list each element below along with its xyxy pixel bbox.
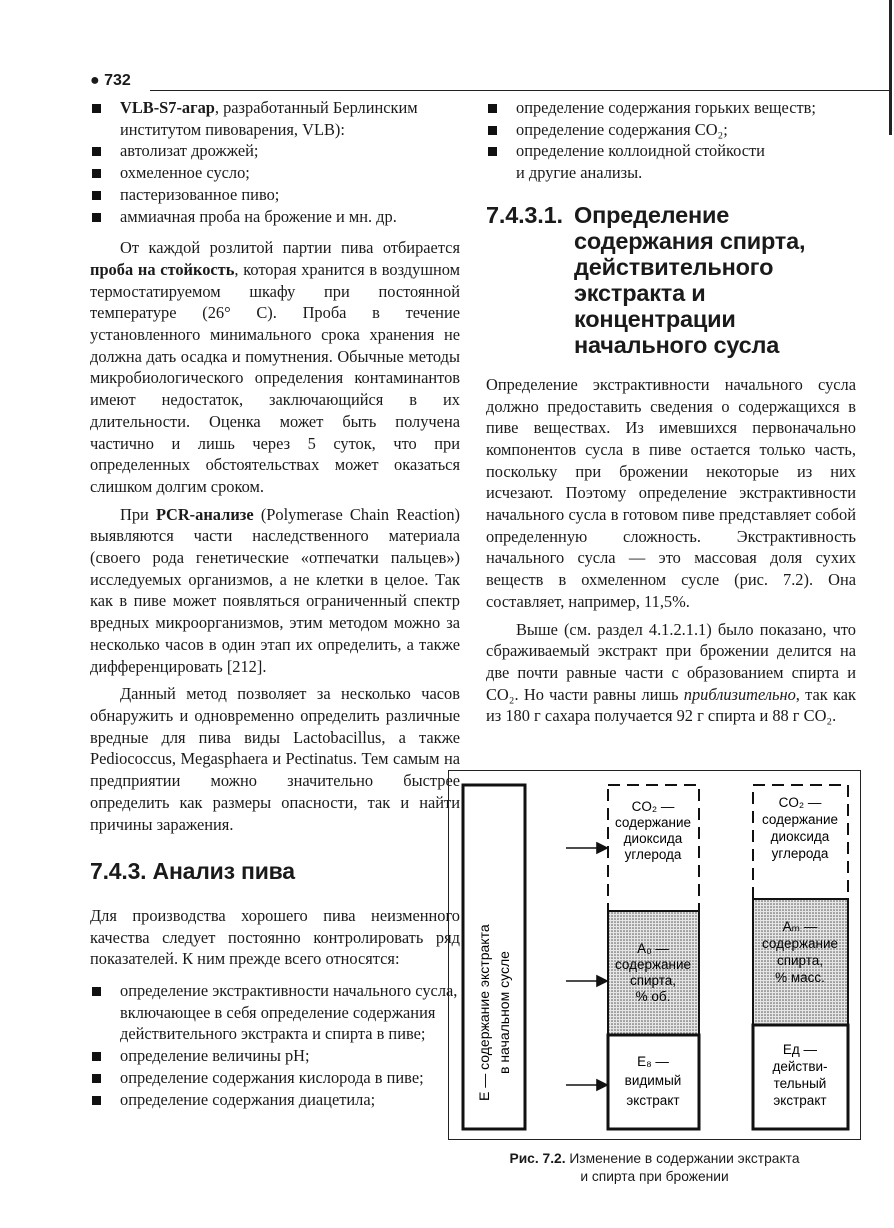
apparent-extract-label: видимый [624, 1073, 682, 1088]
list-item: определение содержания кислорода в пиве; [90, 1067, 460, 1089]
list-item: определение коллоидной стойкости [486, 140, 856, 162]
left-column [90, 97, 460, 1110]
subsection-title: Определение содержания спирта, действительного экстракта и концентрации начального сусла [574, 201, 806, 358]
alcohol-label-1: % об. [635, 989, 671, 1004]
list-item: определение содержания горьких веществ; [486, 97, 856, 119]
alcohol-label-2: содержание [761, 936, 839, 951]
paragraph-pcr: При PCR-анализе (Polymerase Chain Reaction) выявляются части наследственного материала (своего рода генетические «отпечатки пальцев») исследуемых организмов, а не клетки в целое. Так как в пиве может появляться ограниченный спектр вредных микроорганизмов, этим методом можно за несколько часов в один этап их определить, а также дифференцировать [212]. [90, 504, 460, 676]
arrow-icon [566, 843, 607, 1090]
list-continuation: и другие анализы. [516, 163, 643, 183]
bullet-list-media [90, 97, 460, 227]
figure-diagram [449, 771, 862, 1141]
caption-text: Изменение в содержании экстракта [569, 1151, 800, 1166]
list-item: определение величины pH; [90, 1045, 460, 1067]
co2-label-2: содержание [761, 812, 839, 827]
real-extract-label: экстракт [773, 1093, 827, 1108]
extract-bar-label-line2: в начальном сусле [496, 951, 512, 1074]
alcohol-label-1: A₀ — [637, 941, 669, 956]
alcohol-label-1: спирта, [629, 973, 677, 988]
alcohol-label-2: спирта, [776, 953, 824, 968]
page-number [90, 72, 131, 90]
list-item: определение содержания диацетила; [90, 1089, 460, 1111]
list-item: определение экстрактивности начального сусла, включающее в себя определение содержания действительного экстракта и спирта в пиве; [90, 980, 460, 1045]
co2-label-1: диоксида [623, 831, 683, 846]
real-extract-label: тельный [773, 1076, 827, 1091]
figure-7-2 [448, 770, 861, 1140]
list-item: аммиачная проба на брожение и мн. др. [90, 206, 460, 228]
co2-label-2: CO₂ — [778, 795, 822, 810]
page-icon: ● [90, 72, 100, 89]
list-item: определение содержания CO₂; [486, 119, 856, 141]
alcohol-label-1: содержание [614, 957, 692, 972]
paragraph-fermentation: Выше (см. раздел 4.1.2.1.1) было показано, что сбраживаемый экстракт при брожении делится на две почти равные части с образованием спирта и CO₂. Но части равны лишь приблизительно, так как из 180 г сахара получается 92 г спирта и 88 г CO₂. [486, 619, 856, 726]
extract-bar [463, 785, 525, 1129]
paragraph-stability: От каждой розлитой партии пива отбирается проба на стойкость, которая хранится в воздушном термостатируемом шкафу при постоянной температуре (26° С). Проба в течение установленного минимального срока хранения не должна дать осадка и помутнения. Обычные методы микробиологического определения контаминантов имеют недостаток, заключающийся в их длительности. Оценка может быть получена частично и лишь через 5 суток, что при определенных обстоятельствах может оказаться слишком долгим сроком. [90, 238, 460, 496]
co2-label-2: углерода [771, 846, 829, 861]
caption-label: Рис. 7.2. [509, 1151, 566, 1166]
caption-text: и спирта при брожении [580, 1169, 729, 1184]
paragraph-intro: Для производства хорошего пива неизменного качества следует постоянно контролировать ряд показателей. К ним прежде всего относятся: [90, 905, 460, 969]
alcohol-label-2: % масс. [775, 970, 825, 985]
subsection-number: 7.4.3.1. [486, 201, 563, 228]
list-item: пастеризованное пиво; [90, 184, 460, 206]
apparent-extract-label: экстракт [626, 1093, 680, 1108]
paragraph-extract: Определение экстрактивности начального сусла должно предоставить сведения о содержащихся в пиве веществах. Из имевшихся первоначально компонентов сусла в пиве остается только часть, поскольку при брожении некоторые из них исчезают. Поэтому определение экстрактивности начального сусла в готовом пиве представляет собой определенную сложность. Экстрактивность начального сусла — это массовая доля сухих веществ в охмеленном сусле (рис. 7.2). Она составляет, например, 11,5%. [486, 374, 856, 611]
right-column [486, 97, 856, 727]
bullet-list-analyses [90, 980, 460, 1110]
co2-label-1: углерода [624, 847, 682, 862]
header-rule [150, 90, 890, 91]
co2-label-1: CO₂ — [631, 799, 675, 814]
extract-bar-label-line1: E — содержание экстракта [476, 924, 492, 1101]
bullet-list-continued [486, 97, 856, 162]
page-header [90, 72, 890, 94]
list-item: VLB-S7-агар, разработанный Берлинским институтом пивоварения, VLB): [90, 97, 460, 140]
page-number-text: 732 [104, 72, 131, 89]
apparent-extract-label: E₈ — [637, 1054, 669, 1069]
co2-label-2: диоксида [770, 829, 830, 844]
real-extract-label: действи- [772, 1059, 828, 1074]
page-edge-mark [889, 0, 892, 135]
real-extract-label: Eд — [782, 1042, 818, 1057]
figure-caption [448, 1150, 861, 1186]
paragraph-method: Данный метод позволяет за несколько часов обнаружить и одновременно определить различные вредные для пива виды Lactobacillus, а также Pediococcus, Megasphaera и Pectinatus. Тем самым на предприятии можно значительно быстрее определить как размеры опасности, так и найти причины заражения. [90, 684, 460, 834]
list-item: автолизат дрожжей; [90, 140, 460, 162]
section-heading: 7.4.3. Анализ пива [90, 858, 295, 885]
subsection-heading [486, 202, 856, 358]
alcohol-label-2: Aₘ — [782, 919, 818, 934]
list-item: охмеленное сусло; [90, 162, 460, 184]
co2-label-1: содержание [614, 815, 692, 830]
